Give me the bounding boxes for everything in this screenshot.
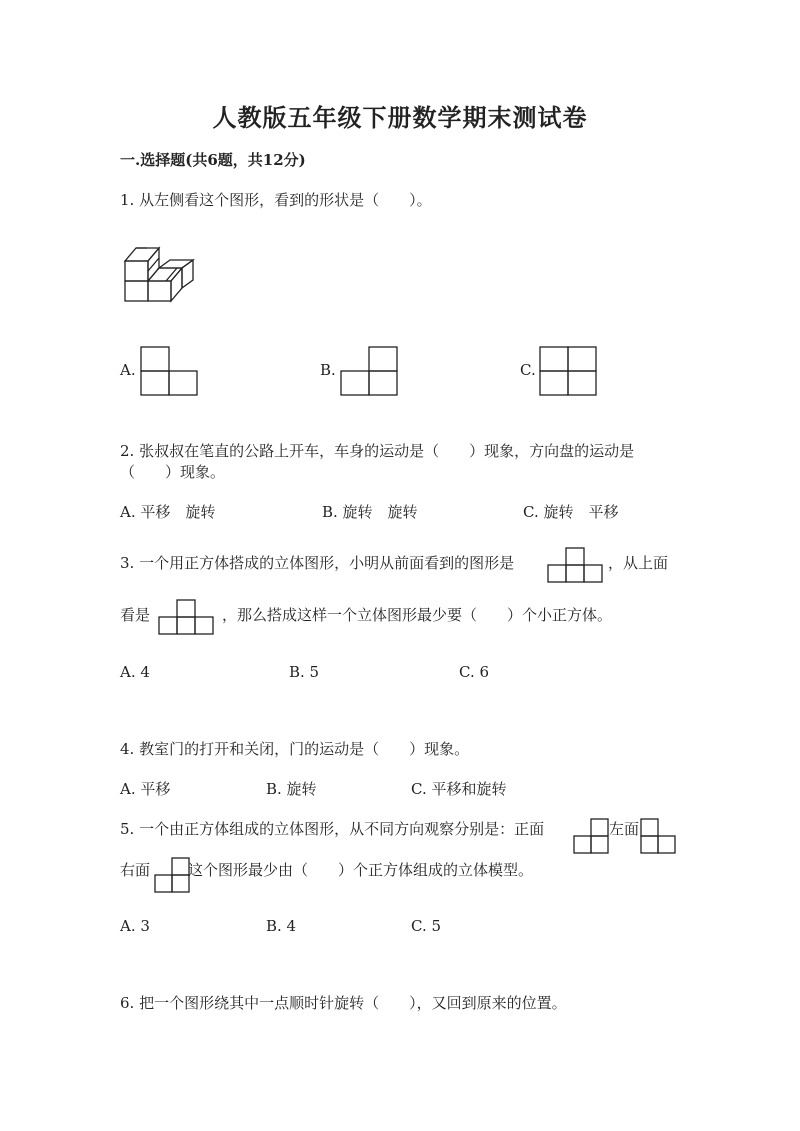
q1-cube-figure (120, 240, 210, 305)
q3-option-a[interactable]: A. 4 (120, 663, 150, 681)
question-5-stem-part3: 右面 (120, 861, 151, 879)
question-5-stem-part4: 这个图形最少由（ ）个正方体组成的立体模型。 (188, 861, 534, 879)
question-1-stem: 1. 从左侧看这个图形，看到的形状是（ ）。 (120, 191, 432, 209)
q5-option-b[interactable]: B. 4 (266, 917, 297, 935)
question-2-stem-line2: （ ）现象。 (120, 463, 226, 481)
q2-option-c[interactable]: C. 旋转 平移 (523, 503, 619, 521)
q1-option-c[interactable]: C. (520, 361, 536, 379)
q3-option-b[interactable]: B. 5 (289, 663, 320, 681)
q5-option-a[interactable]: A. 3 (120, 917, 150, 935)
question-3-stem-part2: ，从上面 (608, 554, 669, 572)
question-3-stem-part1: 3. 一个用正方体搭成的立体图形，小明从前面看到的图形是 (120, 554, 515, 572)
question-6-stem: 6. 把一个图形绕其中一点顺时针旋转（ ），又回到原来的位置。 (120, 994, 567, 1012)
page-title: 人教版五年级下册数学期末测试卷 (212, 103, 588, 132)
q5-left-view-figure (640, 818, 680, 856)
q3-top-view-figure (158, 599, 218, 635)
q1-option-b-figure (340, 346, 400, 396)
q1-option-a-figure (140, 346, 200, 396)
q5-option-c[interactable]: C. 5 (411, 917, 442, 935)
q3-front-view-figure (547, 547, 607, 583)
q5-front-view-figure (573, 818, 613, 856)
q1-option-c-figure (539, 346, 599, 396)
q1-option-a[interactable]: A. (120, 361, 136, 379)
q4-option-a[interactable]: A. 平移 (120, 780, 171, 798)
question-3-stem-part3: 看是 (120, 606, 151, 624)
q4-option-c[interactable]: C. 平移和旋转 (411, 780, 507, 798)
question-3-stem-part4: ，那么搭成这样一个立体图形最少要（ ）个小正方体。 (222, 606, 613, 624)
question-5-stem-part2: 左面 (609, 820, 640, 838)
question-5-stem-part1: 5. 一个由正方体组成的立体图形，从不同方向观察分别是：正面 (120, 820, 545, 838)
question-2-stem-line1: 2. 张叔叔在笔直的公路上开车，车身的运动是（ ）现象，方向盘的运动是 (120, 442, 635, 460)
question-4-stem: 4. 教室门的打开和关闭，门的运动是（ ）现象。 (120, 740, 470, 758)
q2-option-b[interactable]: B. 旋转 旋转 (322, 503, 418, 521)
q3-option-c[interactable]: C. 6 (459, 663, 490, 681)
q1-option-b[interactable]: B. (320, 361, 336, 379)
section-heading: 一.选择题(共6题，共12分) (120, 151, 306, 169)
q2-option-a[interactable]: A. 平移 旋转 (120, 503, 216, 521)
q4-option-b[interactable]: B. 旋转 (266, 780, 317, 798)
